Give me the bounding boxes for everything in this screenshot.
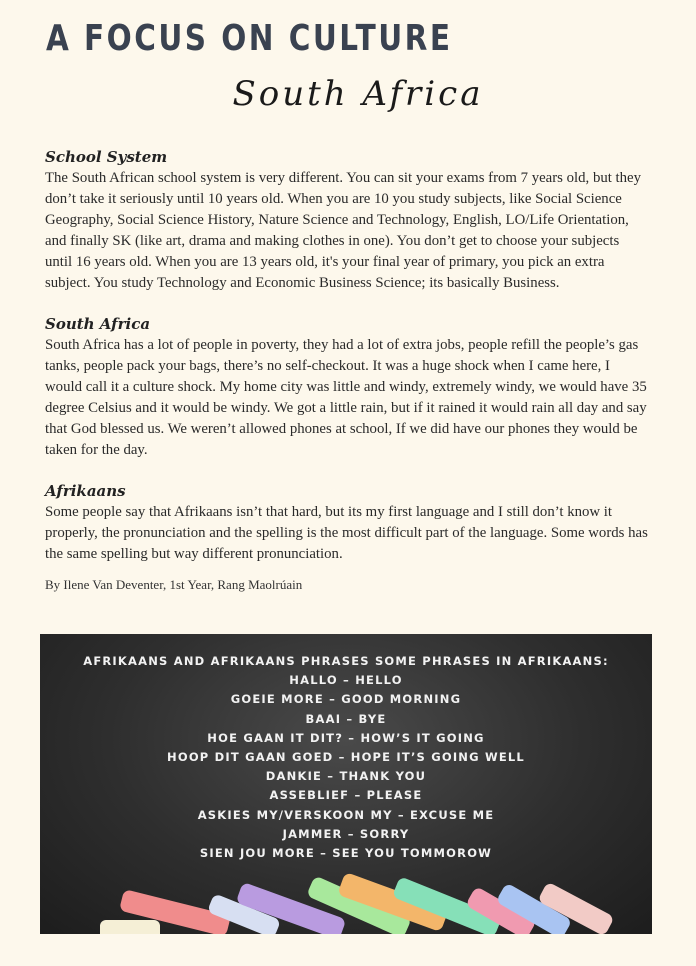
section-afrikaans <box>45 481 650 565</box>
page-subtitle: South Africa <box>232 74 484 114</box>
phrase-item: JAMMER – SORRY <box>282 826 410 841</box>
section-heading: Afrikaans <box>45 482 126 500</box>
section-paragraph: The South African school system is very different. You can sit your exams from 7 years old, but they don’t take it seriously until 10 years old. When you are 10 you study subjects, like Social Science Geography, Social Science History, Nature Science and Technology, English, LO/Life Orientation, and finally SK (like art, drama and making clothes in one). You don’t get to choose your subjects until 16 years old. When you are 13 years old, it's your final year of primary, you pick an extra subject. You study Technology and Economic Business Science; its basically Business. <box>45 170 642 291</box>
phrase-item: HOOP DIT GAAN GOED – HOPE IT’S GOING WELL <box>167 750 525 765</box>
section-heading: South Africa <box>45 315 151 333</box>
chalkboard-heading: AFRIKAANS AND AFRIKAANS PHRASES SOME PHRASES IN AFRIKAANS: <box>83 654 609 668</box>
phrase-item: HALLO – HELLO <box>289 673 403 688</box>
author-byline: By Ilene Van Deventer, 1st Year, Rang Maolrúain <box>45 577 303 592</box>
phrase-item: ASSEBLIEF – PLEASE <box>269 788 423 803</box>
chalkboard-image <box>40 634 652 934</box>
phrase-item: SIEN JOU MORE – SEE YOU TOMMOROW <box>199 846 493 861</box>
section-paragraph: Some people say that Afrikaans isn’t that hard, but its my first language and I still don’t know it properly, the pronunciation and the spelling is the most difficult part of the language. Some words has the same spelling but way different pronunciation. <box>45 504 648 562</box>
section-school-system <box>45 147 650 294</box>
chalk-stick <box>100 920 160 934</box>
section-paragraph: South Africa has a lot of people in poverty, they had a lot of extra jobs, people refill the people’s gas tanks, people pack your bags, there’s no self-checkout. It was a huge shock when I came here, I would call it a culture shock. My home city was little and windy, extremely windy, we would have 35 degree Celsius and it would be windy. We got a little rain, but if it rained it would rain all day and say that God blessed us. We weren’t allowed phones at school, If we did have our phones they would be taken for the day. <box>45 337 647 458</box>
page-title: A FOCUS ON CULTURE <box>46 18 453 59</box>
section-heading: School System <box>45 148 168 166</box>
phrase-item: ASKIES MY/VERSKOON MY – EXCUSE ME <box>197 807 495 822</box>
phrase-item: BAAI – BYE <box>305 711 387 726</box>
phrase-item: GOEIE MORE – GOOD MORNING <box>230 692 462 707</box>
section-south-africa <box>45 314 650 461</box>
chalk-sticks-illustration <box>40 634 652 934</box>
phrase-item: HOE GAAN IT DIT? – HOW’S IT GOING <box>207 730 485 745</box>
phrase-item: DANKIE – THANK YOU <box>265 769 427 784</box>
article-body <box>45 147 650 593</box>
